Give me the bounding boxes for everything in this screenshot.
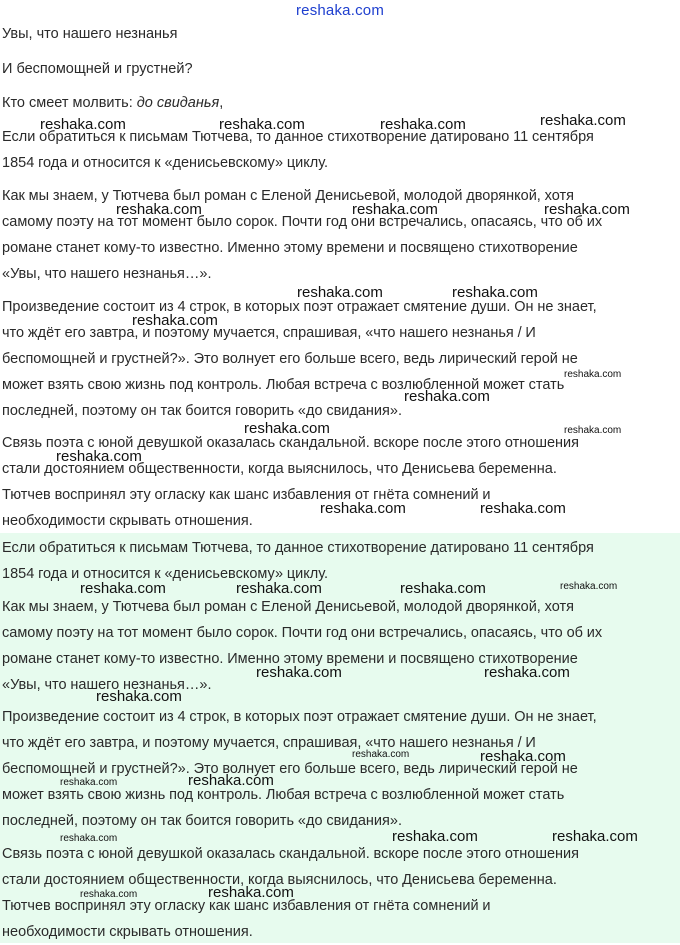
watermark: reshaka.com <box>188 772 274 789</box>
watermark: reshaka.com <box>80 889 138 900</box>
text-line: необходимости скрывать отношения. <box>2 924 253 940</box>
text-line: Связь поэта с юной девушкой оказалась скандальной. вскоре после этого отношения <box>2 846 579 862</box>
text-line: стали достоянием общественности, когда выяснилось, что Денисьева беременна. <box>2 872 557 888</box>
poem-line-3-italic: до свиданья <box>136 95 220 111</box>
text-line: может взять свою жизнь под контроль. Любая встреча с возлюбленной может стать <box>2 377 565 393</box>
text-line: последней, поэтому он так боится говорить «до свидания». <box>2 813 402 829</box>
section1-paragraph-1 <box>2 124 678 176</box>
watermark: reshaka.com <box>404 388 490 405</box>
text-line: Тютчев воспринял эту огласку как шанс избавления от гнёта сомнений и <box>2 898 491 914</box>
section2-paragraph-4 <box>2 841 678 945</box>
text-line: «Увы, что нашего незнанья…». <box>2 677 212 693</box>
watermark: reshaka.com <box>60 833 118 844</box>
text-line: беспомощней и грустней?». Это волнует его больше всего, ведь лирический герой не <box>2 761 578 777</box>
watermark: reshaka.com <box>400 580 486 597</box>
watermark: reshaka.com <box>60 777 118 788</box>
watermark: reshaka.com <box>96 688 182 705</box>
watermark: reshaka.com <box>380 116 466 133</box>
text-line: может взять свою жизнь под контроль. Любая встреча с возлюбленной может стать <box>2 787 565 803</box>
watermark: reshaka.com <box>244 420 330 437</box>
section2-paragraph-2 <box>2 594 678 698</box>
poem-line-1: Увы, что нашего незнанья <box>2 26 178 42</box>
text-line: что ждёт его завтра, и поэтому мучается, спрашивая, «что нашего незнанья / И <box>2 735 536 751</box>
text-line: Как мы знаем, у Тютчева был роман с Еленой Денисьевой, молодой дворянкой, хотя <box>2 188 574 204</box>
watermark: reshaka.com <box>40 116 126 133</box>
watermark: reshaka.com <box>564 369 622 380</box>
text-line: Связь поэта с юной девушкой оказалась скандальной. вскоре после этого отношения <box>2 435 579 451</box>
watermark: reshaka.com <box>544 201 630 218</box>
text-line: Как мы знаем, у Тютчева был роман с Еленой Денисьевой, молодой дворянкой, хотя <box>2 599 574 615</box>
poem-line-3 <box>2 95 223 111</box>
watermark: reshaka.com <box>208 884 294 901</box>
watermark: reshaka.com <box>132 312 218 329</box>
text-line: последней, поэтому он так боится говорить «до свидания». <box>2 403 402 419</box>
text-line: Если обратиться к письмам Тютчева, то данное стихотворение датировано 11 сентября <box>2 129 594 145</box>
watermark: reshaka.com <box>56 448 142 465</box>
watermark: reshaka.com <box>236 580 322 597</box>
watermark: reshaka.com <box>256 664 342 681</box>
text-line: Произведение состоит из 4 строк, в которых поэт отражает смятение души. Он не знает, <box>2 299 597 315</box>
watermark: reshaka.com <box>484 664 570 681</box>
poem-line-2: И беспомощней и грустней? <box>2 61 193 77</box>
watermark: reshaka.com <box>392 828 478 845</box>
watermark: reshaka.com <box>480 500 566 517</box>
watermark: reshaka.com <box>219 116 305 133</box>
watermark: reshaka.com <box>564 425 622 436</box>
text-line: самому поэту на тот момент было сорок. Почти год они встречались, опасаясь, что об их <box>2 214 603 230</box>
poem-line-3-suffix: , <box>219 95 224 111</box>
text-line: Произведение состоит из 4 строк, в которых поэт отражает смятение души. Он не знает, <box>2 709 597 725</box>
text-line: стали достоянием общественности, когда выяснилось, что Денисьева беременна. <box>2 461 557 477</box>
poem-line-3-prefix: Кто смеет молвить: <box>2 95 137 111</box>
text-line: необходимости скрывать отношения. <box>2 513 253 529</box>
section1-paragraph-2 <box>2 183 678 287</box>
watermark: reshaka.com <box>560 581 618 592</box>
watermark: reshaka.com <box>452 284 538 301</box>
section2-paragraph-3 <box>2 704 678 834</box>
watermark: reshaka.com <box>540 112 626 129</box>
watermark: reshaka.com <box>297 284 383 301</box>
text-line: что ждёт его завтра, и поэтому мучается, спрашивая, «что нашего незнанья / И <box>2 325 536 341</box>
section1-paragraph-3 <box>2 294 678 424</box>
text-line: Тютчев воспринял эту огласку как шанс избавления от гнёта сомнений и <box>2 487 491 503</box>
watermark: reshaka.com <box>80 580 166 597</box>
text-line: романе станет кому-то известно. Именно этому времени и посвящено стихотворение <box>2 651 578 667</box>
text-line: беспомощней и грустней?». Это волнует его больше всего, ведь лирический герой не <box>2 351 578 367</box>
site-header-link[interactable]: reshaka.com <box>295 2 385 19</box>
text-line: Если обратиться к письмам Тютчева, то данное стихотворение датировано 11 сентября <box>2 540 594 556</box>
watermark: reshaka.com <box>320 500 406 517</box>
text-line: «Увы, что нашего незнанья…». <box>2 266 212 282</box>
watermark: reshaka.com <box>116 201 202 218</box>
text-line: романе станет кому-то известно. Именно этому времени и посвящено стихотворение <box>2 240 578 256</box>
section1-paragraph-4 <box>2 430 678 534</box>
watermark: reshaka.com <box>352 749 410 760</box>
section2-paragraph-1 <box>2 535 678 587</box>
watermark: reshaka.com <box>552 828 638 845</box>
watermark: reshaka.com <box>352 201 438 218</box>
text-line: 1854 года и относится к «денисьевскому» циклу. <box>2 566 329 582</box>
watermark: reshaka.com <box>480 748 566 765</box>
text-line: самому поэту на тот момент было сорок. Почти год они встречались, опасаясь, что об их <box>2 625 603 641</box>
text-line: 1854 года и относится к «денисьевскому» циклу. <box>2 155 329 171</box>
